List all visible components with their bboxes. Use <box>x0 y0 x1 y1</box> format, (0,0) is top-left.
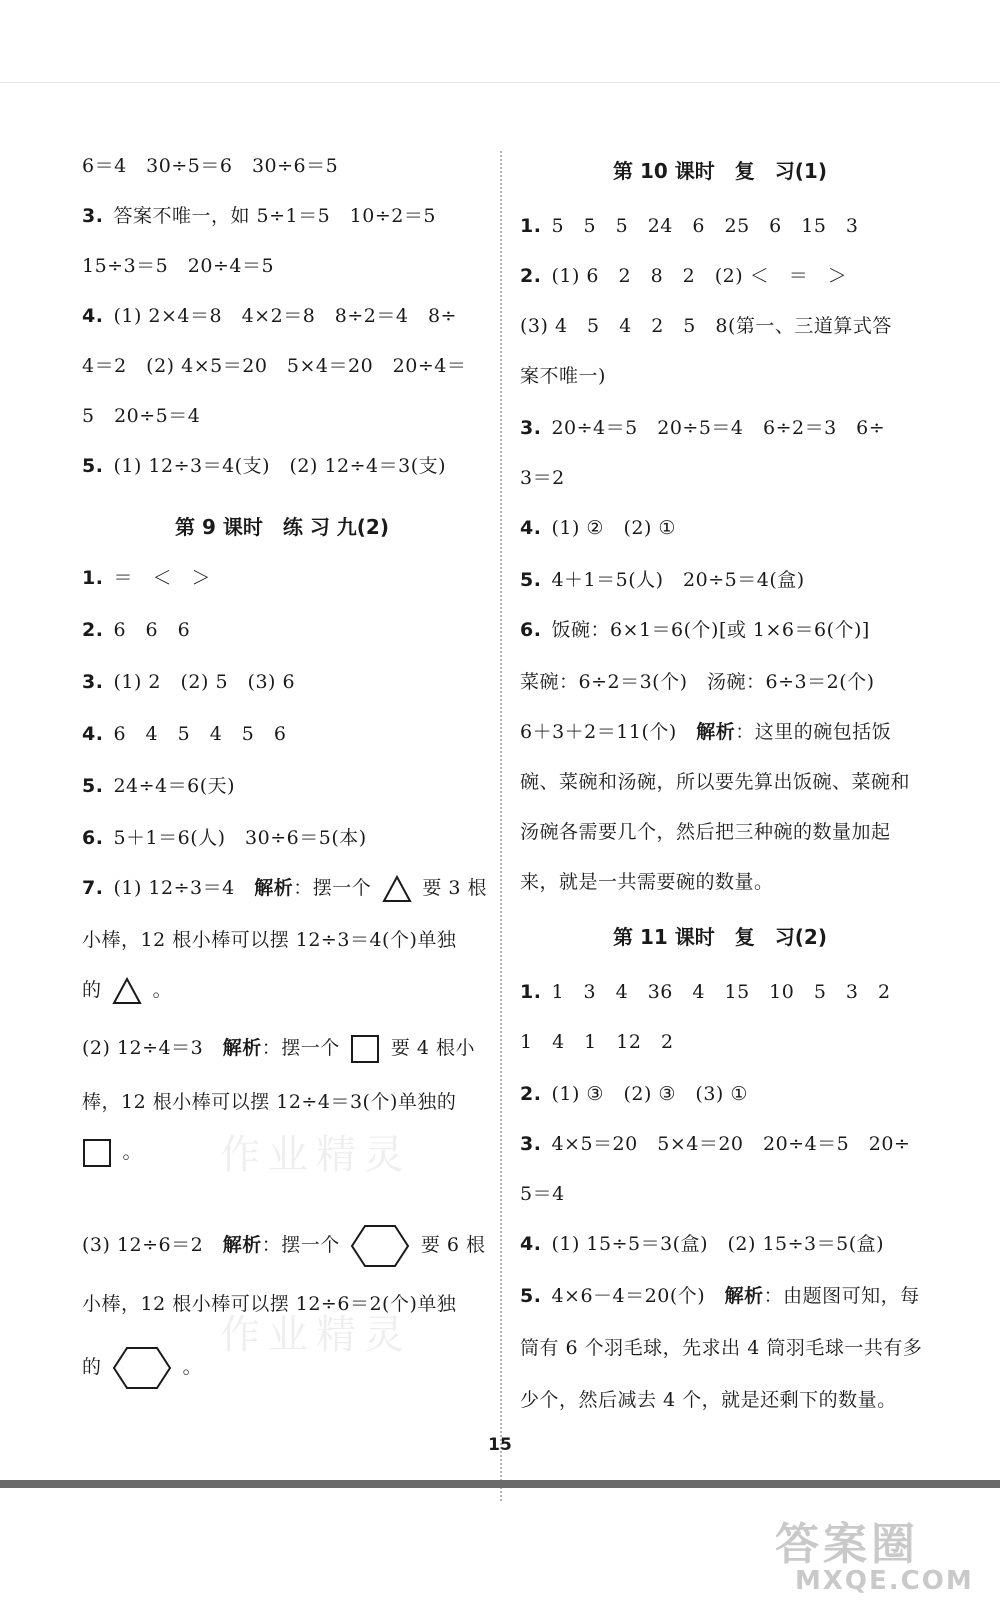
answer-line: 2. 6 6 6 <box>82 619 191 641</box>
lesson-heading: 第 10 课时 复 习(1) <box>613 159 827 183</box>
answer-line: 3. (1) 2 (2) 5 (3) 6 <box>82 671 296 693</box>
answer-line: 15÷3＝5 20÷4＝5 <box>82 255 275 277</box>
answer-line: 6. 饭碗：6×1＝6(个)[或 1×6＝6(个)] <box>520 619 870 641</box>
answer-page <box>0 82 1000 1521</box>
page-bottom-edge <box>0 1480 1000 1488</box>
lesson-heading: 第 9 课时 练 习 九(2) <box>175 515 389 539</box>
answer-line: 少个，然后减去 4 个，就是还剩下的数量。 <box>520 1389 897 1411</box>
answer-line: 1. ＝ ＜ ＞ <box>82 567 211 589</box>
answer-line: 小棒，12 根小棒可以摆 12÷3＝4(个)单独 <box>82 929 457 951</box>
page-number: 15 <box>488 1435 512 1455</box>
answer-line: (3) 12÷6＝2 解析：摆一个 要 6 根 <box>82 1223 486 1269</box>
site-logo <box>775 1508 974 1596</box>
answer-line: 5. 24÷4＝6(天) <box>82 775 236 797</box>
answer-line: 的 。 <box>82 1345 202 1391</box>
answer-line: 汤碗各需要几个，然后把三种碗的数量加起 <box>520 821 891 843</box>
answer-line: 2. (1) ③ (2) ③ (3) ① <box>520 1083 748 1105</box>
answer-line: 6＋3＋2＝11(个) 解析：这里的碗包括饭 <box>520 721 892 743</box>
watermark: 作业精灵 <box>220 1132 412 1178</box>
answer-line: 小棒，12 根小棒可以摆 12÷6＝2(个)单独 <box>82 1293 457 1315</box>
answer-line: 来，就是一共需要碗的数量。 <box>520 871 774 893</box>
answer-line: 5＝4 <box>520 1183 565 1205</box>
answer-line: 碗、菜碗和汤碗，所以要先算出饭碗、菜碗和 <box>520 771 911 793</box>
hexagon-icon <box>112 1345 172 1391</box>
answer-line: 4＝2 (2) 4×5＝20 5×4＝20 20÷4＝ <box>82 355 467 377</box>
answer-line: (3) 4 5 4 2 5 8(第一、三道算式答 <box>520 315 892 337</box>
answer-line: 1. 5 5 5 24 6 25 6 15 3 <box>520 215 859 237</box>
answer-line: (2) 12÷4＝3 解析：摆一个 要 4 根小 <box>82 1033 475 1064</box>
logo-url: MXQE.COM <box>795 1566 974 1596</box>
answer-line: 。 <box>82 1137 142 1168</box>
square-icon <box>350 1034 380 1064</box>
answer-line: 的 。 <box>82 975 172 1005</box>
answer-line: 筒有 6 个羽毛球，先求出 4 筒羽毛球一共有多 <box>520 1337 923 1359</box>
answer-line: 棒，12 根小棒可以摆 12÷4＝3(个)单独的 <box>82 1091 457 1113</box>
answer-line: 3. 4×5＝20 5×4＝20 20÷4＝5 20÷ <box>520 1133 911 1155</box>
answer-line: 4. (1) 15÷5＝3(盒) (2) 15÷3＝5(盒) <box>520 1233 885 1255</box>
answer-line: 6＝4 30÷5＝6 30÷6＝5 <box>82 155 339 177</box>
answer-line: 5 20÷5＝4 <box>82 405 201 427</box>
answer-line: 5. 4×6－4＝20(个) 解析：由题图可知，每 <box>520 1285 920 1307</box>
column-divider <box>500 151 502 1501</box>
answer-line: 4. 6 4 5 4 5 6 <box>82 723 287 745</box>
answer-line: 1 4 1 12 2 <box>520 1031 674 1053</box>
answer-line: 3. 20÷4＝5 20÷5＝4 6÷2＝3 6÷ <box>520 417 886 439</box>
triangle-icon <box>112 977 142 1005</box>
answer-line: 2. (1) 6 2 8 2 (2) ＜ ＝ ＞ <box>520 265 848 287</box>
logo-title: 答案圈 <box>775 1519 919 1570</box>
answer-line: 6. 5＋1＝6(人) 30÷6＝5(本) <box>82 827 367 849</box>
answer-line: 7. (1) 12÷3＝4 解析：摆一个 要 3 根 <box>82 873 487 903</box>
answer-line: 4. (1) 2×4＝8 4×2＝8 8÷2＝4 8÷ <box>82 305 457 327</box>
answer-line: 4. (1) ② (2) ① <box>520 517 676 539</box>
answer-line: 3＝2 <box>520 467 565 489</box>
answer-line: 5. 4＋1＝5(人) 20÷5＝4(盒) <box>520 569 805 591</box>
answer-line: 1. 1 3 4 36 4 15 10 5 3 2 <box>520 981 891 1003</box>
hexagon-icon <box>350 1223 410 1269</box>
square-icon <box>82 1138 112 1168</box>
answer-line: 3. 答案不唯一，如 5÷1＝5 10÷2＝5 <box>82 205 436 227</box>
answer-line: 5. (1) 12÷3＝4(支) (2) 12÷4＝3(支) <box>82 455 447 477</box>
lesson-heading: 第 11 课时 复 习(2) <box>613 925 827 949</box>
top-margin <box>0 0 1000 82</box>
watermark: 作业精灵 <box>220 1312 412 1358</box>
triangle-icon <box>382 875 412 903</box>
answer-line: 菜碗：6÷2＝3(个) 汤碗：6÷3＝2(个) <box>520 671 875 693</box>
answer-line: 案不唯一) <box>520 365 606 387</box>
